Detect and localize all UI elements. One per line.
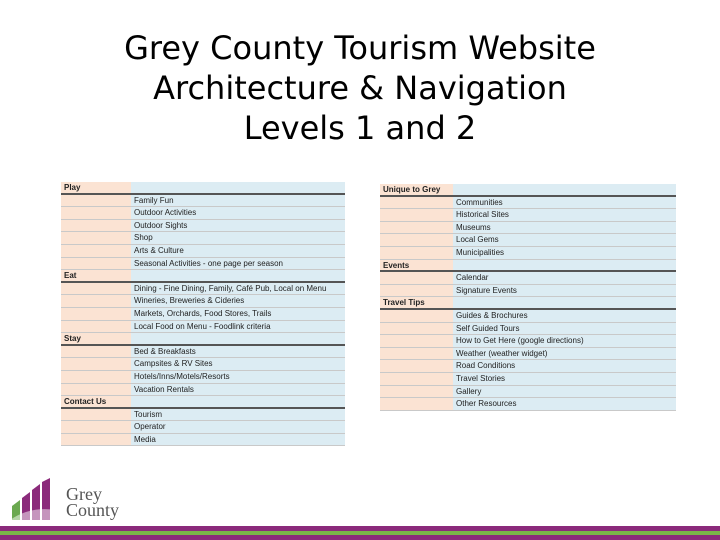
table-row — [61, 321, 345, 334]
nav-item: Self Guided Tours — [453, 323, 676, 335]
table-row — [61, 295, 345, 308]
right-navigation-table — [380, 184, 676, 411]
left-navigation-table — [61, 182, 345, 446]
logo-text-grey: Grey — [66, 484, 102, 504]
section-heading: Eat — [61, 270, 131, 281]
nav-item: Operator — [131, 421, 345, 433]
table-row — [61, 409, 345, 422]
table-row — [61, 421, 345, 434]
nav-item: Weather (weather widget) — [453, 348, 676, 360]
table-row — [380, 398, 676, 411]
section-heading: Stay — [61, 333, 131, 344]
table-row — [61, 434, 345, 447]
nav-item: Shop — [131, 232, 345, 244]
table-row — [380, 310, 676, 323]
title-line-1: Grey County Tourism Website — [124, 29, 596, 67]
slide-title — [0, 28, 720, 148]
footer-color-bars — [0, 526, 720, 540]
nav-item: Local Food on Menu - Foodlink criteria — [131, 321, 345, 333]
grey-county-logo — [10, 476, 140, 526]
nav-item: Local Gems — [453, 234, 676, 246]
logo-mark-icon — [10, 476, 58, 522]
table-row — [61, 195, 345, 208]
nav-item: How to Get Here (google directions) — [453, 335, 676, 347]
section-heading-row — [380, 297, 676, 310]
table-row — [380, 222, 676, 235]
nav-item: Media — [131, 434, 345, 446]
nav-item: Museums — [453, 222, 676, 234]
section-heading: Play — [61, 182, 131, 193]
table-row — [380, 209, 676, 222]
table-row — [380, 373, 676, 386]
section-heading-row — [380, 184, 676, 197]
nav-item: Hotels/Inns/Motels/Resorts — [131, 371, 345, 383]
table-row — [61, 207, 345, 220]
section-heading: Contact Us — [61, 396, 131, 407]
nav-item: Gallery — [453, 386, 676, 398]
table-row — [380, 234, 676, 247]
nav-item: Guides & Brochures — [453, 310, 676, 322]
nav-item: Communities — [453, 197, 676, 209]
nav-item: Campsites & RV Sites — [131, 358, 345, 370]
logo-text-county: County — [66, 500, 120, 520]
table-row — [61, 358, 345, 371]
nav-item: Bed & Breakfasts — [131, 346, 345, 358]
table-row — [380, 272, 676, 285]
table-row — [61, 258, 345, 271]
table-row — [61, 245, 345, 258]
title-line-3: Levels 1 and 2 — [243, 109, 477, 147]
nav-item: Tourism — [131, 409, 345, 421]
table-row — [61, 346, 345, 359]
footer-bar-purple-bottom — [0, 535, 720, 540]
nav-item: Arts & Culture — [131, 245, 345, 257]
nav-item: Signature Events — [453, 285, 676, 297]
table-row — [380, 247, 676, 260]
table-row — [380, 285, 676, 298]
table-row — [61, 220, 345, 233]
nav-item: Outdoor Activities — [131, 207, 345, 219]
section-heading-row — [61, 333, 345, 346]
nav-item: Family Fun — [131, 195, 345, 207]
section-heading-row — [61, 396, 345, 409]
title-line-2: Architecture & Navigation — [153, 69, 567, 107]
nav-item: Other Resources — [453, 398, 676, 410]
nav-item: Seasonal Activities - one page per season — [131, 258, 345, 270]
section-heading: Events — [380, 260, 453, 271]
section-heading: Unique to Grey — [380, 184, 453, 195]
nav-item: Travel Stories — [453, 373, 676, 385]
table-row — [61, 308, 345, 321]
nav-item: Road Conditions — [453, 360, 676, 372]
section-heading: Travel Tips — [380, 297, 453, 308]
table-row — [61, 384, 345, 397]
table-row — [380, 360, 676, 373]
nav-item: Vacation Rentals — [131, 384, 345, 396]
table-row — [380, 348, 676, 361]
nav-item: Markets, Orchards, Food Stores, Trails — [131, 308, 345, 320]
nav-item: Outdoor Sights — [131, 220, 345, 232]
section-heading-row — [61, 270, 345, 283]
section-heading-row — [380, 260, 676, 273]
table-row — [380, 323, 676, 336]
nav-item: Historical Sites — [453, 209, 676, 221]
table-row — [61, 232, 345, 245]
nav-item: Calendar — [453, 272, 676, 284]
table-row — [61, 283, 345, 296]
table-row — [61, 371, 345, 384]
section-heading-row — [61, 182, 345, 195]
nav-item: Wineries, Breweries & Cideries — [131, 295, 345, 307]
nav-item: Municipalities — [453, 247, 676, 259]
nav-item: Dining - Fine Dining, Family, Café Pub, Local on Menu — [131, 283, 345, 295]
table-row — [380, 335, 676, 348]
table-row — [380, 197, 676, 210]
table-row — [380, 386, 676, 399]
